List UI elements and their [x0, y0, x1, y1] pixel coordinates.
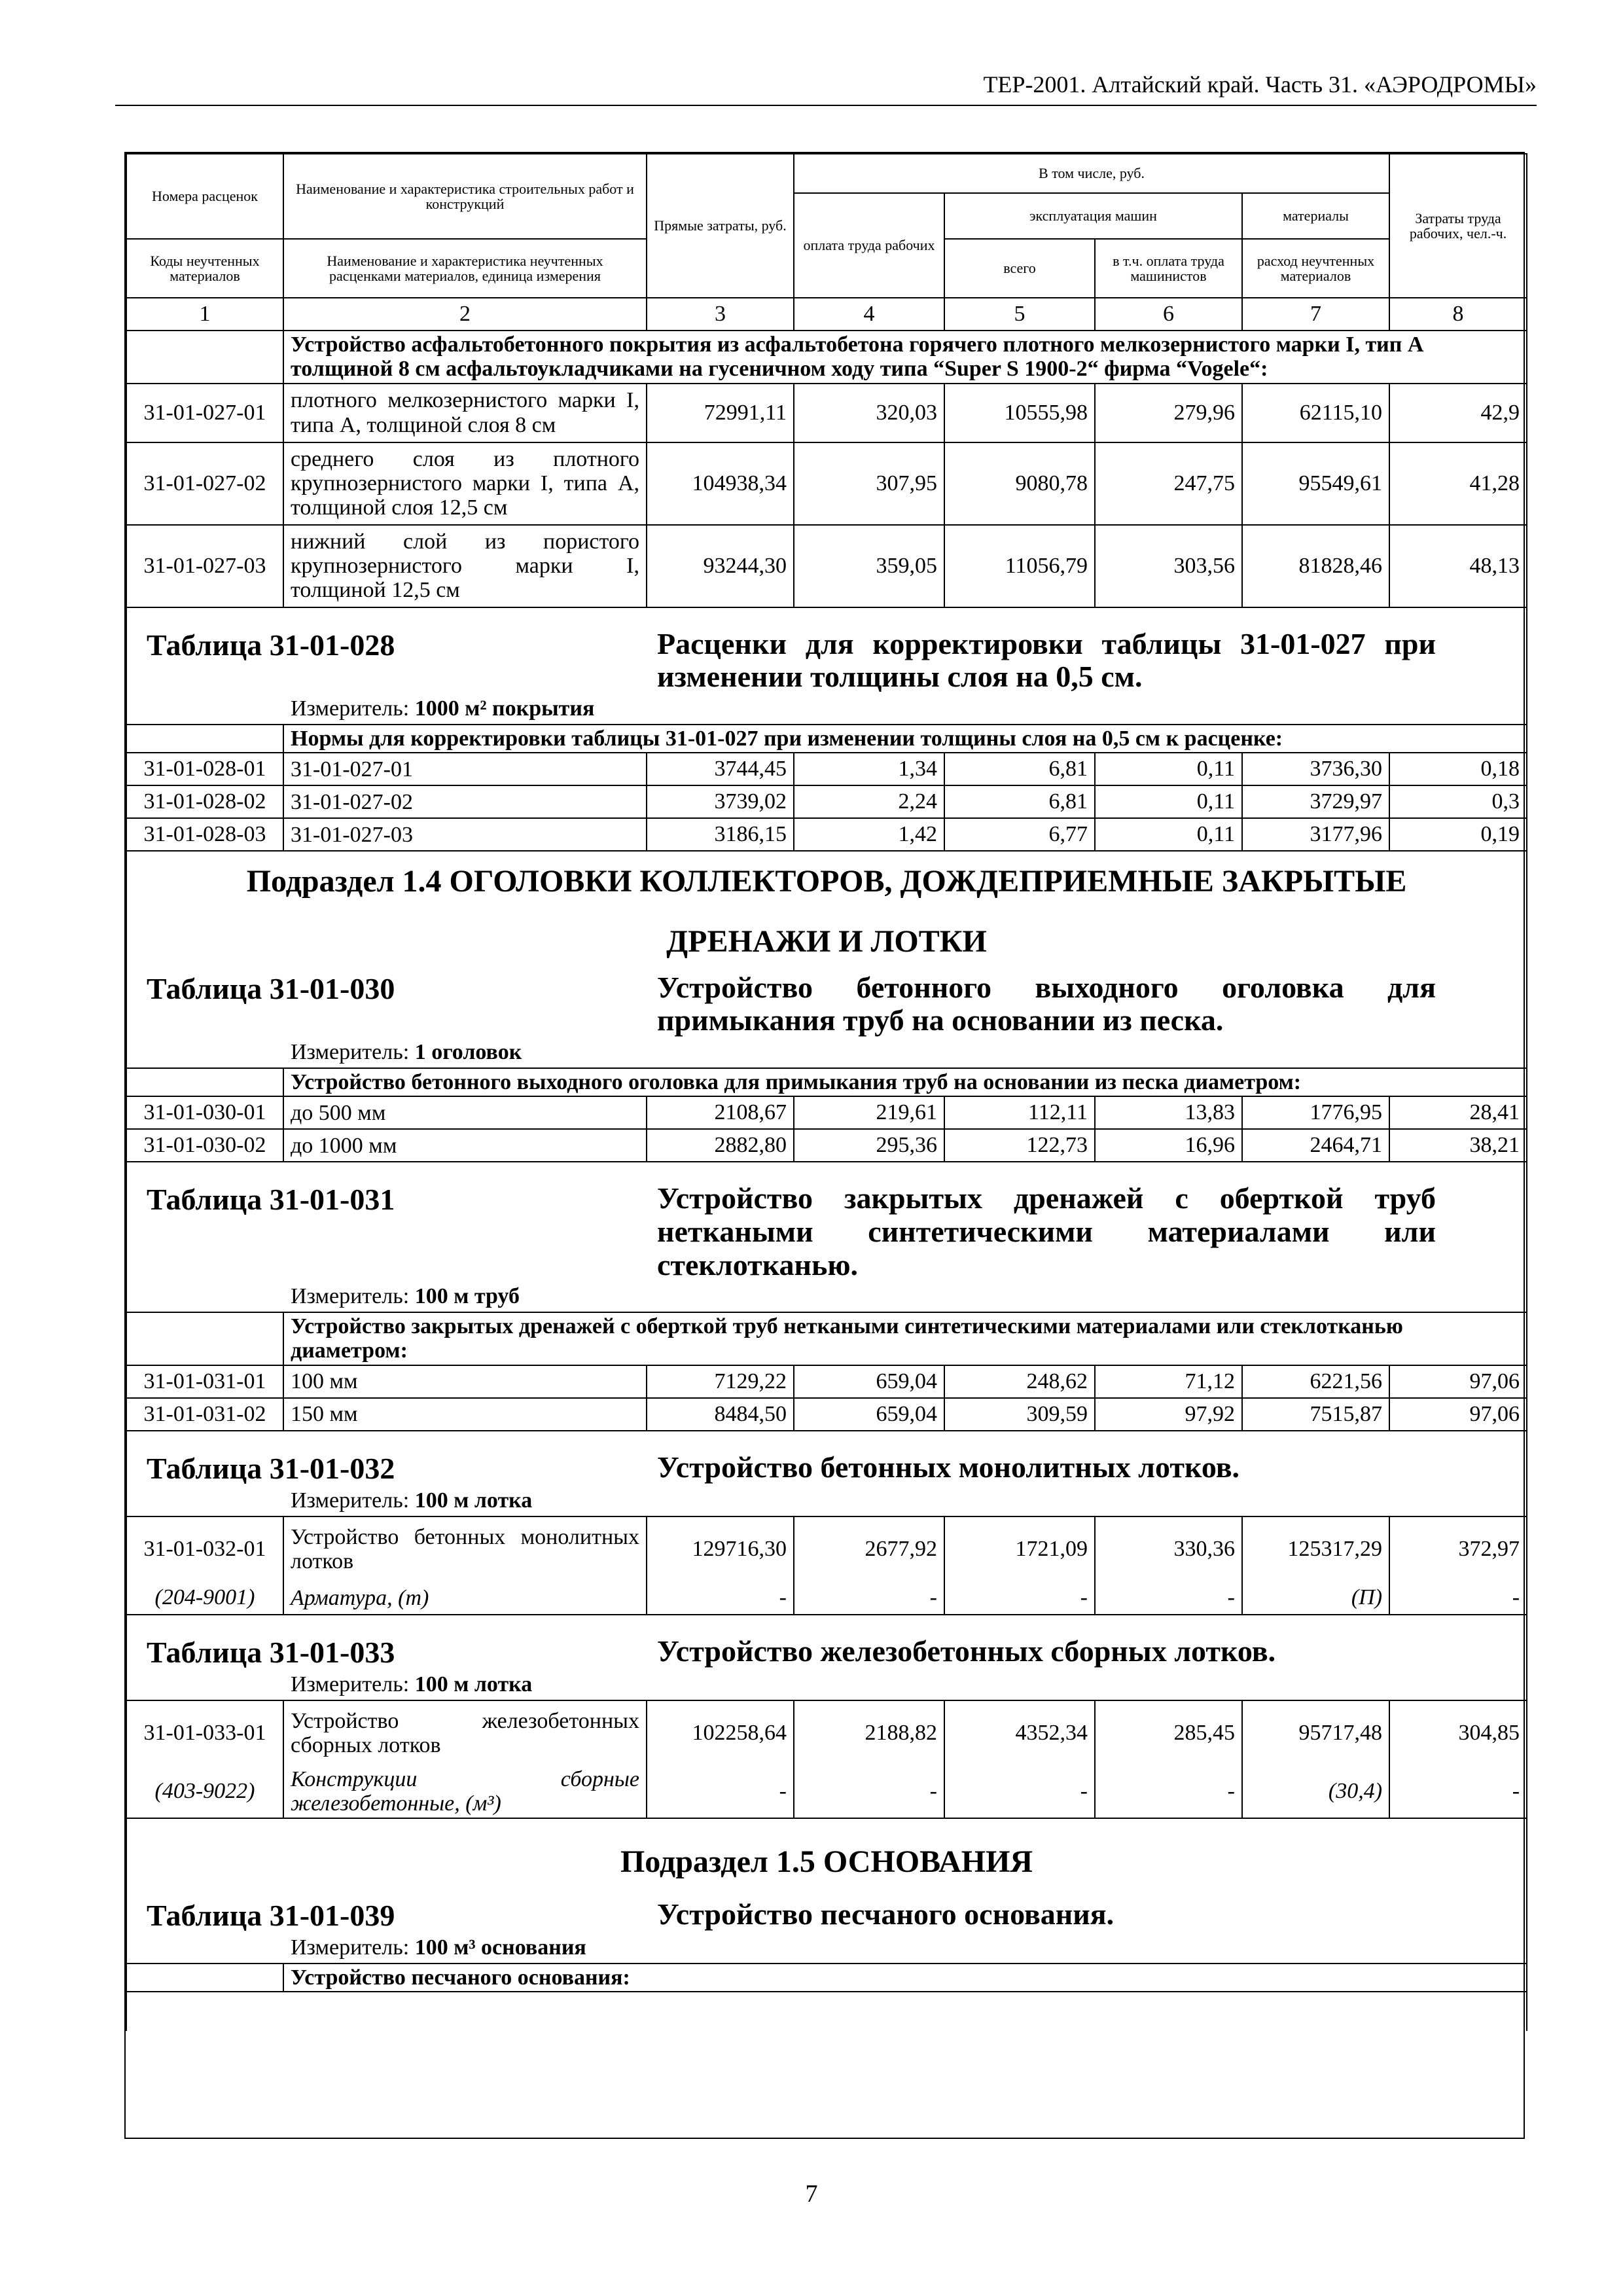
measure-label: Измеритель: — [291, 1039, 410, 1064]
group-heading: Устройство асфальтобетонного покрытия из асфальтобетона горячего плотного мелкозернистого марки I, тип А толщиной 8 см асфальтоукладчиками на гусеничном ходу типа “Super S 1900-2“ фирма “Vogele“: — [283, 331, 1527, 384]
colnum: 6 — [1095, 298, 1242, 331]
machinists-wages: 0,11 — [1095, 785, 1242, 818]
measure-label: Измеритель: — [291, 696, 410, 721]
machinists-wages: 247,75 — [1095, 442, 1242, 525]
wages: 2188,82 — [794, 1700, 944, 1766]
measure — [127, 1933, 1526, 1963]
running-header: ТЕР-2001. Алтайский край. Часть 31. «АЭРОДРОМЫ» — [983, 71, 1537, 98]
rate-name: 31-01-027-03 — [283, 818, 647, 851]
machines-total: 1721,09 — [944, 1516, 1095, 1582]
labor: 0,3 — [1389, 785, 1527, 818]
machines-total: 11056,79 — [944, 525, 1095, 607]
materials: 125317,29 — [1242, 1516, 1389, 1582]
rate-name: 31-01-027-02 — [283, 785, 647, 818]
wages: - — [794, 1766, 944, 1818]
colnum: 4 — [794, 298, 944, 331]
measure-label: Измеритель: — [291, 1284, 410, 1309]
rate-code: 31-01-031-01 — [126, 1365, 283, 1398]
labor: 97,06 — [1389, 1365, 1527, 1398]
material-use: (30,4) — [1242, 1766, 1389, 1818]
table-number: Таблица 31-01-033 — [147, 1635, 395, 1669]
machines-total: 122,73 — [944, 1129, 1095, 1162]
materials: 3729,97 — [1242, 785, 1389, 818]
machinists-wages: 303,56 — [1095, 525, 1242, 607]
material-name: Арматура, (т) — [283, 1582, 647, 1615]
group-heading: Устройство закрытых дренажей с оберткой труб неткаными синтетическими материалами или стеклотканью диаметром: — [283, 1312, 1527, 1365]
direct-cost: 8484,50 — [647, 1398, 794, 1431]
direct-cost: 104938,34 — [647, 442, 794, 525]
wages: 2677,92 — [794, 1516, 944, 1582]
rate-code: 31-01-031-02 — [126, 1398, 283, 1431]
materials: 3736,30 — [1242, 753, 1389, 785]
colhead-mat-use: расход неучтенных материалов — [1242, 239, 1389, 298]
colhead-incl: В том числе, руб. — [794, 154, 1389, 193]
materials: 95717,48 — [1242, 1700, 1389, 1766]
machines-total: 10555,98 — [944, 384, 1095, 442]
labor: 28,41 — [1389, 1096, 1527, 1129]
rate-name: до 500 мм — [283, 1096, 647, 1129]
materials: 62115,10 — [1242, 384, 1389, 442]
direct-cost: 129716,30 — [647, 1516, 794, 1582]
labor: 38,21 — [1389, 1129, 1527, 1162]
measure-unit: 100 м лотка — [414, 1488, 533, 1513]
direct-cost: 93244,30 — [647, 525, 794, 607]
wages: 659,04 — [794, 1365, 944, 1398]
wages: 359,05 — [794, 525, 944, 607]
materials: 6221,56 — [1242, 1365, 1389, 1398]
labor: 42,9 — [1389, 384, 1527, 442]
table-title: Устройство железобетонных сборных лотков. — [657, 1634, 1276, 1668]
labor: - — [1389, 1766, 1527, 1818]
machinists-wages: 330,36 — [1095, 1516, 1242, 1582]
materials: 7515,87 — [1242, 1398, 1389, 1431]
wages: 659,04 — [794, 1398, 944, 1431]
rate-code: 31-01-033-01 — [126, 1700, 283, 1766]
rate-name: среднего слоя из плотного крупнозернистого марки I, типа А, толщиной слоя 12,5 см — [283, 442, 647, 525]
labor: 0,18 — [1389, 753, 1527, 785]
machinists-wages: 13,83 — [1095, 1096, 1242, 1129]
machines-total: 4352,34 — [944, 1700, 1095, 1766]
rates-table — [126, 153, 1527, 2031]
measure-unit: 100 м труб — [414, 1284, 520, 1309]
materials: 1776,95 — [1242, 1096, 1389, 1129]
machines-total: 112,11 — [944, 1096, 1095, 1129]
group-heading: Нормы для корректировки таблицы 31-01-027 при изменении толщины слоя на 0,5 см к расценке: — [283, 725, 1527, 753]
direct-cost: - — [647, 1766, 794, 1818]
rate-code: 31-01-027-01 — [126, 384, 283, 442]
colhead-incl-wages: в т.ч. оплата труда машинистов — [1095, 239, 1242, 298]
machines-total: 6,77 — [944, 818, 1095, 851]
wages: 320,03 — [794, 384, 944, 442]
wages: 295,36 — [794, 1129, 944, 1162]
measure-unit: 1 оголовок — [414, 1039, 522, 1064]
rate-name: плотного мелкозернистого марки I, типа А, толщиной слоя 8 см — [283, 384, 647, 442]
labor: 41,28 — [1389, 442, 1527, 525]
measure — [127, 1037, 1526, 1067]
labor: 304,85 — [1389, 1700, 1527, 1766]
direct-cost: 102258,64 — [647, 1700, 794, 1766]
machinists-wages: - — [1095, 1766, 1242, 1818]
measure — [127, 1282, 1526, 1312]
rate-code: 31-01-032-01 — [126, 1516, 283, 1582]
machines-total: 309,59 — [944, 1398, 1095, 1431]
machines-total: 6,81 — [944, 753, 1095, 785]
table-number: Таблица 31-01-032 — [147, 1451, 395, 1485]
colhead-num: Номера расценок — [126, 154, 283, 239]
rate-name: Устройство бетонных монолитных лотков — [283, 1516, 647, 1582]
group-heading: Устройство песчаного основания: — [283, 1964, 1527, 1992]
measure-unit: 100 м³ основания — [414, 1935, 586, 1960]
colnum: 2 — [283, 298, 647, 331]
group-heading: Устройство бетонного выходного оголовка для примыкания труб на основании из песка диаметром: — [283, 1068, 1527, 1096]
rate-name: Устройство железобетонных сборных лотков — [283, 1700, 647, 1766]
table-title: Устройство бетонных монолитных лотков. — [657, 1450, 1240, 1484]
colnum: 3 — [647, 298, 794, 331]
direct-cost: 3744,45 — [647, 753, 794, 785]
machinists-wages: 16,96 — [1095, 1129, 1242, 1162]
material-code: (403-9022) — [126, 1766, 283, 1818]
measure-label: Измеритель: — [291, 1935, 410, 1960]
wages: 1,42 — [794, 818, 944, 851]
machines-total: - — [944, 1766, 1095, 1818]
rate-name: 31-01-027-01 — [283, 753, 647, 785]
table-title: Устройство закрытых дренажей с оберткой труб неткаными синтетическими материалами или стеклотканью. — [657, 1181, 1436, 1282]
labor: 48,13 — [1389, 525, 1527, 607]
rate-name: 100 мм — [283, 1365, 647, 1398]
colnum: 7 — [1242, 298, 1389, 331]
direct-cost: 72991,11 — [647, 384, 794, 442]
direct-cost: 7129,22 — [647, 1365, 794, 1398]
colhead-direct: Прямые затраты, руб. — [647, 154, 794, 298]
direct-cost: 2108,67 — [647, 1096, 794, 1129]
direct-cost: 3739,02 — [647, 785, 794, 818]
table-title: Устройство бетонного выходного оголовка для примыкания труб на основании из песка. — [657, 970, 1436, 1037]
table-title: Расценки для корректировки таблицы 31-01-027 при изменении толщины слоя на 0,5 см. — [657, 626, 1436, 694]
subsection-line: ДРЕНАЖИ И ЛОТКИ — [666, 924, 987, 959]
subsection-title: Подраздел 1.5 ОСНОВАНИЯ — [620, 1844, 1033, 1879]
measure-label: Измеритель: — [291, 1488, 410, 1513]
colnum: 5 — [944, 298, 1095, 331]
direct-cost: - — [647, 1582, 794, 1615]
wages: 2,24 — [794, 785, 944, 818]
materials: 2464,71 — [1242, 1129, 1389, 1162]
machinists-wages: 0,11 — [1095, 753, 1242, 785]
rate-code: 31-01-027-03 — [126, 525, 283, 607]
table-title: Устройство песчаного основания. — [657, 1897, 1115, 1931]
machinists-wages: - — [1095, 1582, 1242, 1615]
rate-code: 31-01-027-02 — [126, 442, 283, 525]
material-use: (П) — [1242, 1582, 1389, 1615]
measure — [127, 1486, 1526, 1516]
labor: 0,19 — [1389, 818, 1527, 851]
page-number: 7 — [805, 2180, 818, 2208]
rate-code: 31-01-028-02 — [126, 785, 283, 818]
material-name: Конструкции сборные железобетонные, (м³) — [283, 1766, 647, 1818]
rate-code: 31-01-028-03 — [126, 818, 283, 851]
subsection-line: Подраздел 1.4 ОГОЛОВКИ КОЛЛЕКТОРОВ, ДОЖДЕПРИЕМНЫЕ ЗАКРЫТЫЕ — [246, 864, 1407, 899]
direct-cost: 3186,15 — [647, 818, 794, 851]
measure — [127, 694, 1526, 724]
measure-unit: 1000 м² покрытия — [414, 696, 595, 721]
colhead-total: всего — [944, 239, 1095, 298]
machines-total: 9080,78 — [944, 442, 1095, 525]
table-number: Таблица 31-01-031 — [147, 1183, 395, 1217]
rate-code: 31-01-028-01 — [126, 753, 283, 785]
wages: 1,34 — [794, 753, 944, 785]
rate-name: нижний слой из пористого крупнозернистого марки I, толщиной 12,5 см — [283, 525, 647, 607]
wages: 219,61 — [794, 1096, 944, 1129]
colhead-name: Наименование и характеристика строительных работ и конструкций — [283, 154, 647, 239]
header-rule — [115, 105, 1537, 106]
colnum: 8 — [1389, 298, 1527, 331]
page-frame — [124, 152, 1525, 2139]
rate-name: 150 мм — [283, 1398, 647, 1431]
machinists-wages: 97,92 — [1095, 1398, 1242, 1431]
machinists-wages: 279,96 — [1095, 384, 1242, 442]
materials: 3177,96 — [1242, 818, 1389, 851]
machines-total: - — [944, 1582, 1095, 1615]
colhead-machines: эксплуатация машин — [944, 193, 1242, 239]
materials: 81828,46 — [1242, 525, 1389, 607]
colhead-wages: оплата труда рабочих — [794, 193, 944, 298]
labor: - — [1389, 1582, 1527, 1615]
machinists-wages: 71,12 — [1095, 1365, 1242, 1398]
machines-total: 248,62 — [944, 1365, 1095, 1398]
material-code: (204-9001) — [126, 1582, 283, 1615]
colhead-name2: Наименование и характеристика неучтенных расценками материалов, единица измерения — [283, 239, 647, 298]
colnum: 1 — [126, 298, 283, 331]
rate-code: 31-01-030-01 — [126, 1096, 283, 1129]
wages: - — [794, 1582, 944, 1615]
colhead-labor: Затраты труда рабочих, чел.-ч. — [1389, 154, 1527, 298]
table-number: Таблица 31-01-039 — [147, 1899, 395, 1933]
machines-total: 6,81 — [944, 785, 1095, 818]
rate-code: 31-01-030-02 — [126, 1129, 283, 1162]
materials: 95549,61 — [1242, 442, 1389, 525]
labor: 372,97 — [1389, 1516, 1527, 1582]
rate-name: до 1000 мм — [283, 1129, 647, 1162]
labor: 97,06 — [1389, 1398, 1527, 1431]
table-number: Таблица 31-01-028 — [147, 628, 395, 662]
subsection-title — [127, 852, 1526, 971]
measure — [127, 1670, 1526, 1700]
colhead-materials: материалы — [1242, 193, 1389, 239]
colhead-codes: Коды неучтенных материалов — [126, 239, 283, 298]
wages: 307,95 — [794, 442, 944, 525]
measure-unit: 100 м лотка — [414, 1672, 533, 1696]
machinists-wages: 0,11 — [1095, 818, 1242, 851]
direct-cost: 2882,80 — [647, 1129, 794, 1162]
machinists-wages: 285,45 — [1095, 1700, 1242, 1766]
table-number: Таблица 31-01-030 — [147, 971, 395, 1005]
measure-label: Измеритель: — [291, 1672, 410, 1696]
